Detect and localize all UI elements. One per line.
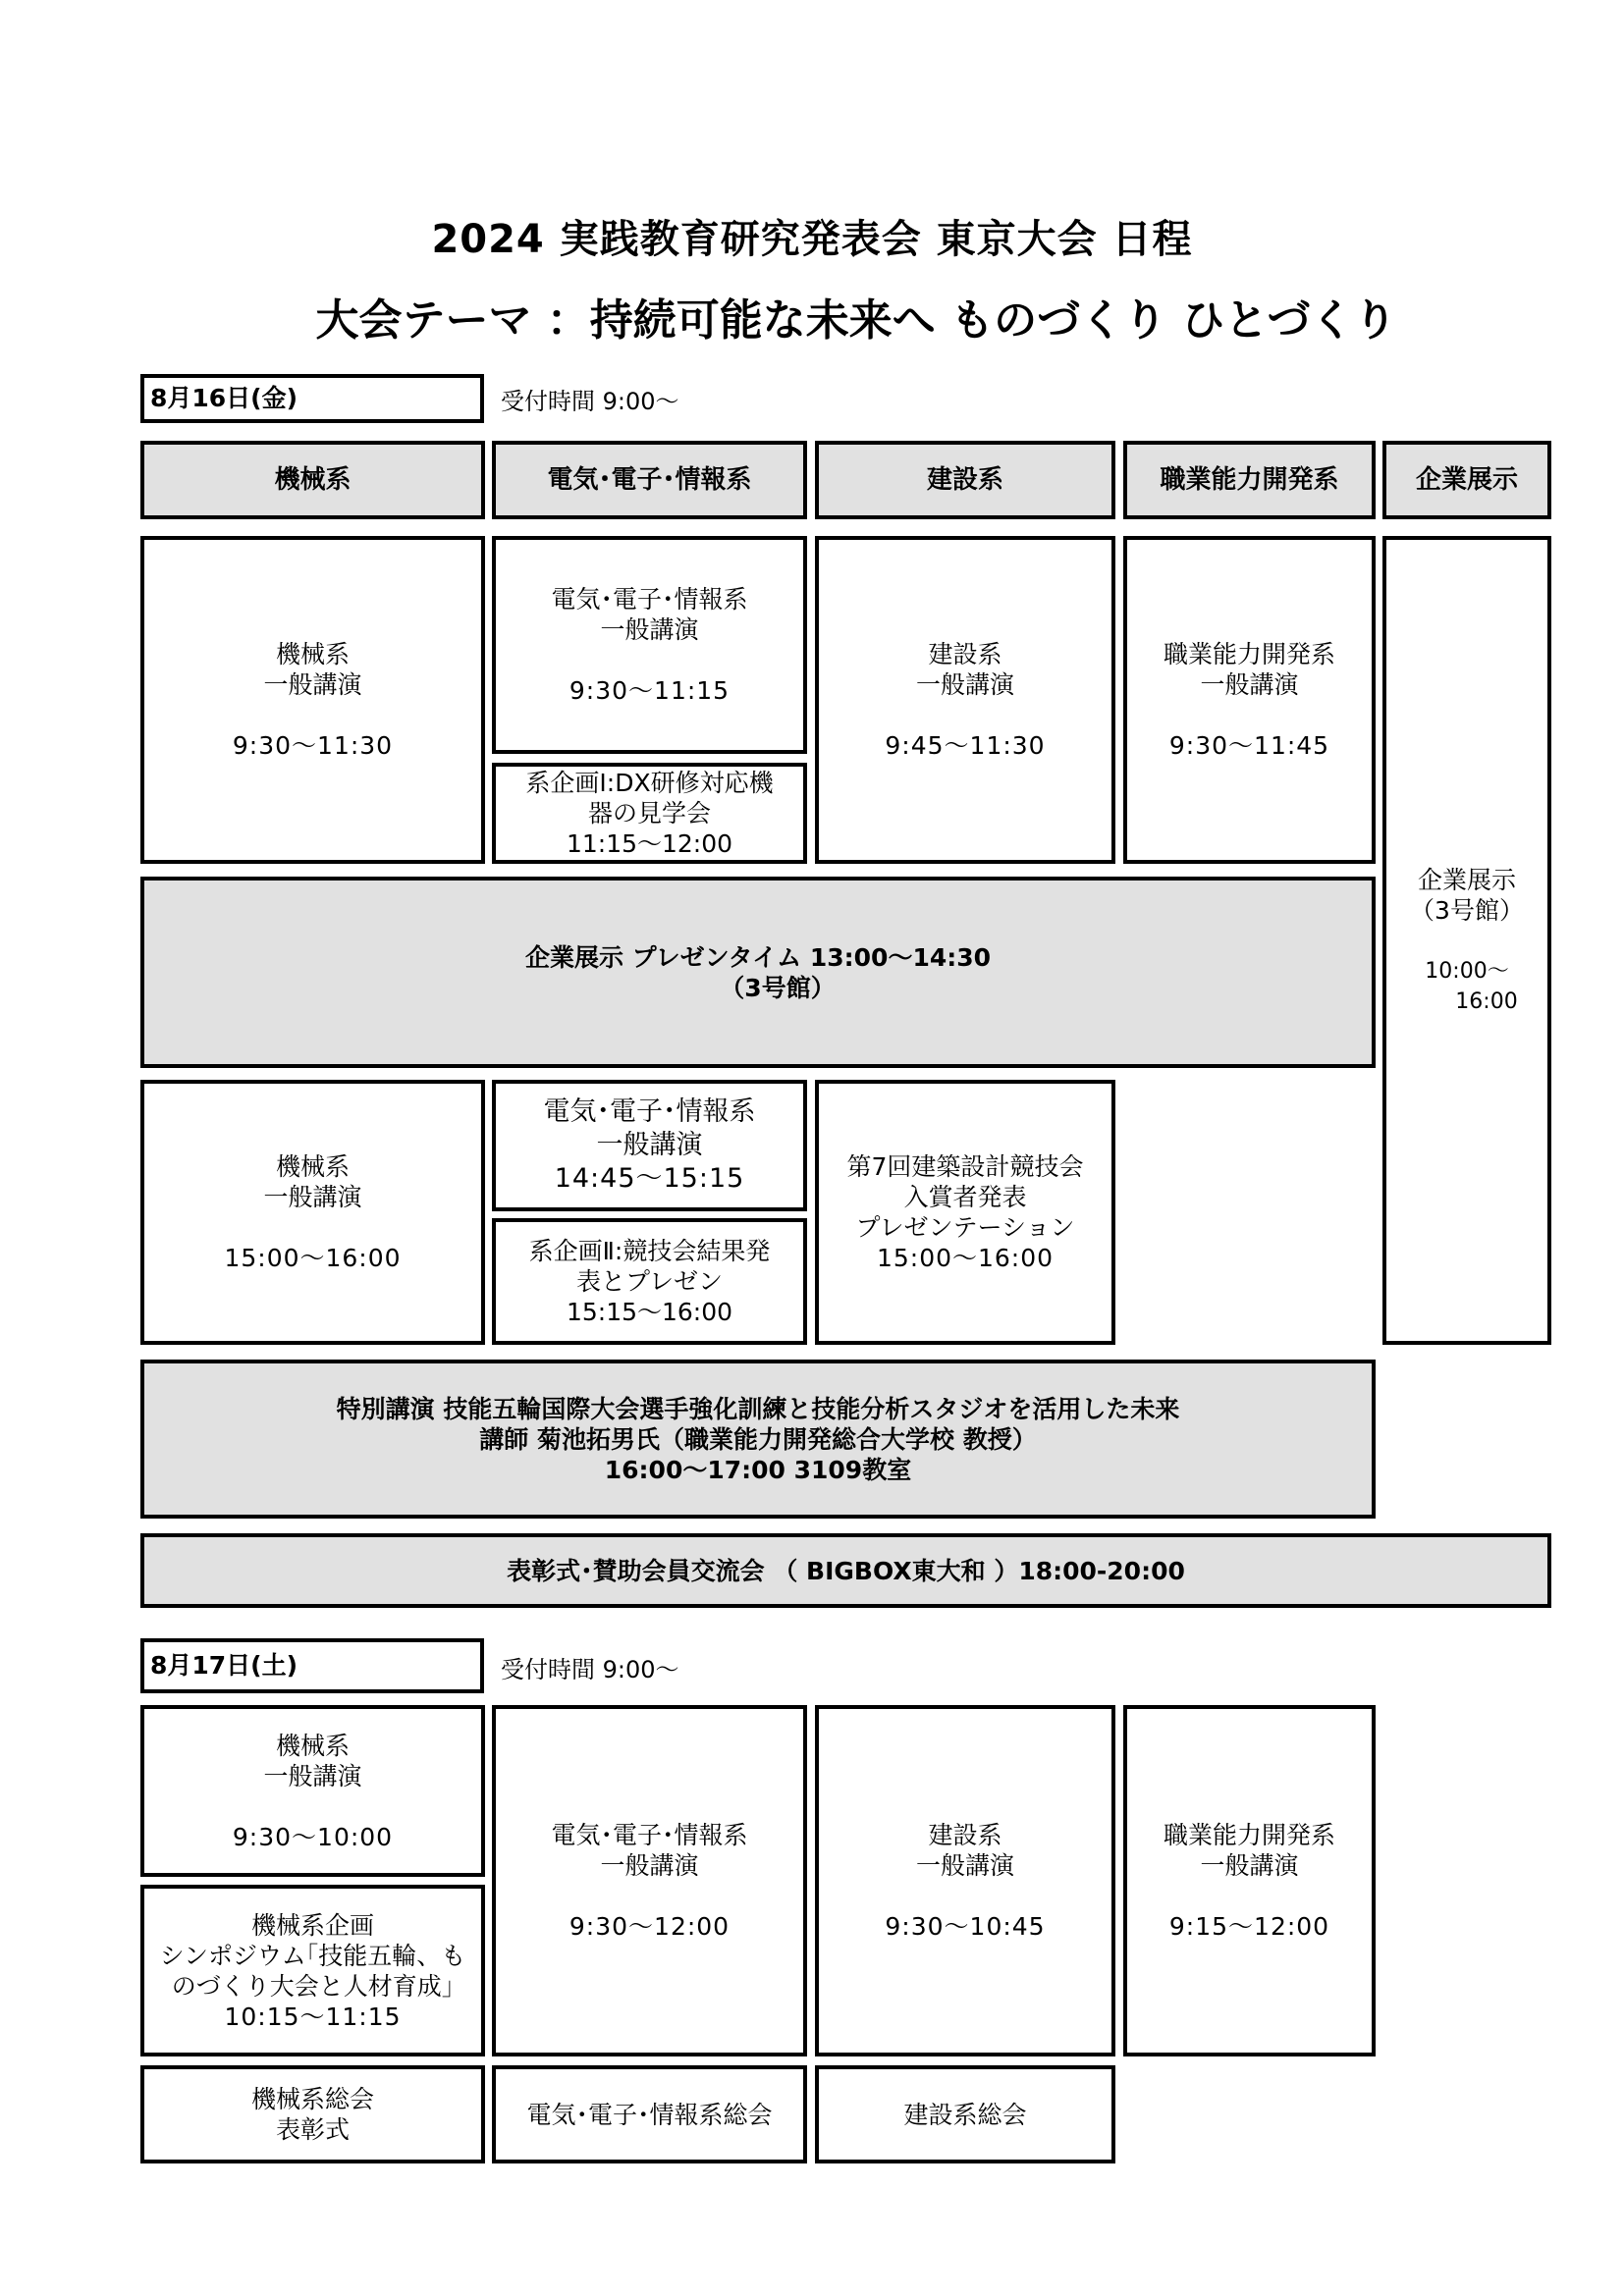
day2-mechanical-symposium <box>140 1885 485 2056</box>
day2-vocational-session <box>1123 1705 1376 2056</box>
session-name: 建設系 <box>928 1821 1002 1849</box>
exhibition-start-time: 10:00～ <box>1425 958 1509 984</box>
day1-date: 8月16日(金) <box>140 374 484 423</box>
session-name: 電気･電子･情報系 <box>551 1821 748 1849</box>
competition-time: 15:00～16:00 <box>876 1244 1055 1272</box>
session-kind: 一般講演 <box>915 670 1014 699</box>
plan-title-line2: 器の見学会 <box>587 799 711 828</box>
special-lecture-speaker: 講師 菊池拓男氏（職業能力開発総合大学校 教授） <box>479 1424 1037 1454</box>
header-exhibition: 企業展示 <box>1382 441 1551 519</box>
session-time: 9:30～10:00 <box>232 1822 394 1851</box>
session-name: 機械系 <box>275 1152 350 1181</box>
special-lecture <box>140 1360 1376 1519</box>
day1-electrical-afternoon-session <box>492 1080 807 1211</box>
competition-line1: 第7回建築設計競技会 <box>846 1152 1084 1181</box>
session-time: 9:30～12:00 <box>568 1912 731 1941</box>
meeting-line2: 表彰式 <box>275 2115 350 2144</box>
session-name: 建設系 <box>928 640 1002 668</box>
day1-reception-time: 受付時間 9:00～ <box>501 388 679 415</box>
company-presentation-time <box>140 877 1376 1068</box>
presentation-place: （3号館） <box>720 973 836 1002</box>
session-time: 9:45～11:30 <box>885 731 1046 760</box>
session-time: 9:30～11:30 <box>232 731 394 760</box>
session-kind: 一般講演 <box>596 1130 703 1160</box>
plan-title-line1: 系企画Ⅱ:競技会結果発 <box>528 1237 771 1265</box>
competition-line2: 入賞者発表 <box>903 1183 1027 1211</box>
symposium-line1: 機械系企画 <box>250 1910 374 1940</box>
special-lecture-time-room: 16:00～17:00 3109教室 <box>604 1455 912 1484</box>
day2-mechanical-morning-session <box>140 1705 485 1877</box>
plan-time: 15:15～16:00 <box>566 1298 733 1326</box>
day1-vocational-morning-session <box>1123 536 1376 864</box>
session-name: 機械系 <box>275 1731 350 1760</box>
plan-time: 11:15～12:00 <box>566 829 733 858</box>
presentation-line1: 企業展示 プレゼンタイム 13:00～14:30 <box>524 942 992 972</box>
header-electrical: 電気･電子･情報系 <box>492 441 807 519</box>
day1-company-exhibition <box>1382 536 1551 1345</box>
session-time: 9:30～10:45 <box>885 1912 1046 1941</box>
exhibition-name: 企業展示 <box>1417 865 1516 894</box>
day1-electrical-plan-1 <box>492 763 807 864</box>
session-kind: 一般講演 <box>600 1851 699 1880</box>
day1-mechanical-morning-session <box>140 536 485 864</box>
special-lecture-title: 特別講演 技能五輪国際大会選手強化訓練と技能分析スタジオを活用した未来 <box>336 1394 1180 1423</box>
session-kind: 一般講演 <box>263 1761 362 1790</box>
day1-construction-morning-session <box>815 536 1115 864</box>
day1-electrical-plan-2 <box>492 1218 807 1345</box>
header-mechanical: 機械系 <box>140 441 485 519</box>
session-time: 9:15～12:00 <box>1168 1912 1330 1941</box>
award-ceremony-reception: 表彰式･賛助会員交流会 （ BIGBOX東大和 ）18:00-20:00 <box>140 1533 1551 1608</box>
day1-mechanical-afternoon-session <box>140 1080 485 1345</box>
day2-mechanical-general-meeting <box>140 2065 485 2163</box>
day1-architecture-competition-presentation <box>815 1080 1115 1345</box>
session-time: 9:30～11:45 <box>1168 731 1330 760</box>
symposium-line3: のづくり大会と人材育成｣ <box>171 1971 455 2001</box>
day2-construction-general-meeting: 建設系総会 <box>815 2065 1115 2163</box>
session-kind: 一般講演 <box>1200 1851 1299 1880</box>
day2-date: 8月17日(土) <box>140 1638 484 1693</box>
session-kind: 一般講演 <box>263 1183 362 1211</box>
day1-electrical-morning-session <box>492 536 807 754</box>
symposium-line2: シンポジウム｢技能五輪、も <box>159 1941 466 1970</box>
symposium-time: 10:15～11:15 <box>224 2002 402 2031</box>
session-name: 職業能力開発系 <box>1163 1821 1335 1849</box>
session-name: 職業能力開発系 <box>1163 640 1335 668</box>
header-vocational: 職業能力開発系 <box>1123 441 1376 519</box>
exhibition-end-time: 16:00 <box>1455 988 1518 1014</box>
plan-title-line1: 系企画Ⅰ:DX研修対応機 <box>525 769 774 797</box>
session-kind: 一般講演 <box>263 670 362 699</box>
session-kind: 一般講演 <box>600 615 699 644</box>
conference-theme: 大会テーマ ：持続可能な未来へ ものづくり ひとづくり <box>315 295 1397 346</box>
session-time: 15:00～16:00 <box>224 1244 402 1272</box>
session-time: 9:30～11:15 <box>568 676 731 705</box>
header-construction: 建設系 <box>815 441 1115 519</box>
document-title: 2024 実践教育研究発表会 東京大会 日程 <box>431 217 1193 262</box>
session-name: 機械系 <box>275 640 350 668</box>
competition-line3: プレゼンテーション <box>855 1213 1075 1242</box>
day2-electrical-session <box>492 1705 807 2056</box>
day2-construction-session <box>815 1705 1115 2056</box>
plan-title-line2: 表とプレゼン <box>575 1267 723 1296</box>
session-name: 電気･電子･情報系 <box>551 585 748 614</box>
day2-reception-time: 受付時間 9:00～ <box>501 1656 679 1683</box>
session-kind: 一般講演 <box>1200 670 1299 699</box>
session-name: 電気･電子･情報系 <box>543 1096 756 1127</box>
meeting-line1: 機械系総会 <box>250 2085 374 2113</box>
exhibition-place: （3号館） <box>1410 895 1524 925</box>
day2-electrical-general-meeting: 電気･電子･情報系総会 <box>492 2065 807 2163</box>
session-kind: 一般講演 <box>915 1851 1014 1880</box>
session-time: 14:45～15:15 <box>554 1163 745 1194</box>
